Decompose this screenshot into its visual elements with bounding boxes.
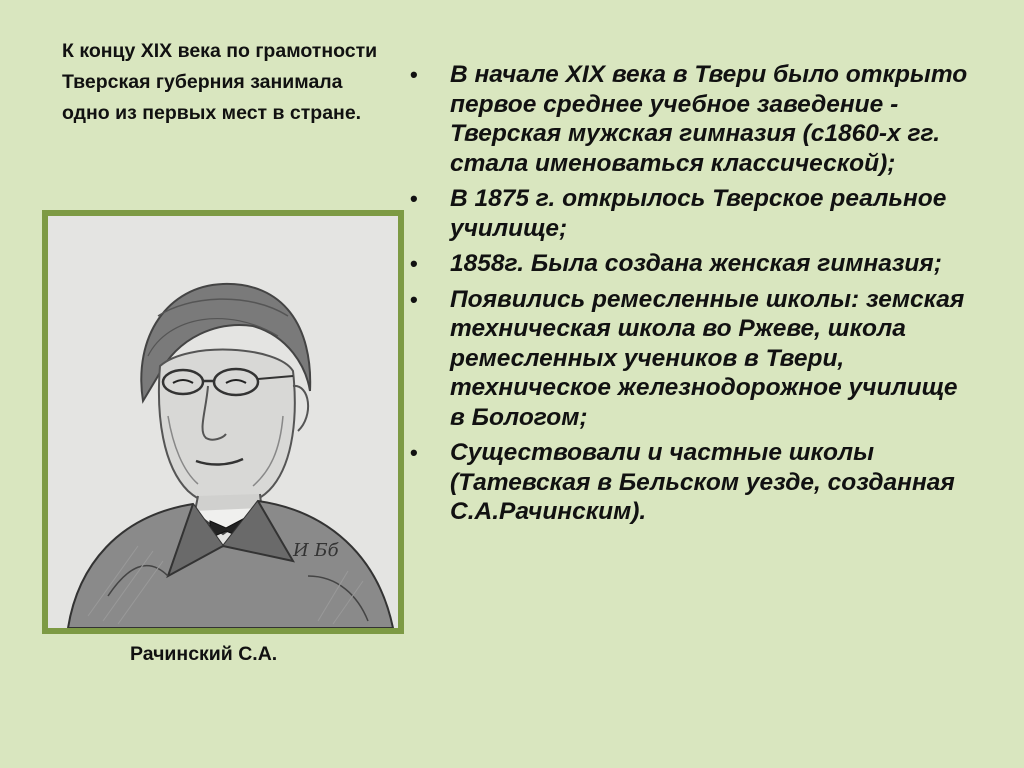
fact-item (410, 438, 970, 527)
fact-item (410, 184, 970, 243)
portrait-signature: И Бб (293, 540, 339, 561)
portrait-caption: Рачинский С.А. (130, 643, 278, 665)
intro-text: К концу XIX века по грамотности Тверская губерния занимала одно из первых мест в стране. (62, 40, 378, 124)
facts-list (410, 60, 970, 533)
portrait-sketch-image (48, 216, 398, 628)
bullet-icon: • (410, 440, 418, 465)
bullet-icon: • (410, 286, 418, 312)
fact-text: Появились ремесленные школы: земская техническая школа во Ржеве, школа ремесленных учеников в Твери, техническое железнодорожное училище в Бологом; (450, 285, 965, 431)
portrait-frame (42, 210, 404, 634)
fact-text: 1858г. Была создана женская гимназия; (450, 250, 942, 277)
fact-text: Существовали и частные школы (Татевская в Бельском уезде, созданная С.А.Рачинским). (450, 439, 955, 525)
bullet-icon: • (410, 251, 418, 276)
fact-item (410, 60, 970, 178)
fact-item (410, 249, 970, 279)
fact-text: В 1875 г. открылось Тверское реальное училище; (450, 185, 947, 242)
bullet-icon: • (410, 186, 418, 211)
bullet-icon: • (410, 62, 418, 87)
fact-text: В начале XIX века в Твери было открыто первое среднее учебное заведение - Тверская мужская гимназия (с1860-х гг. стала именоваться классической); (450, 61, 968, 177)
fact-item (410, 285, 970, 433)
